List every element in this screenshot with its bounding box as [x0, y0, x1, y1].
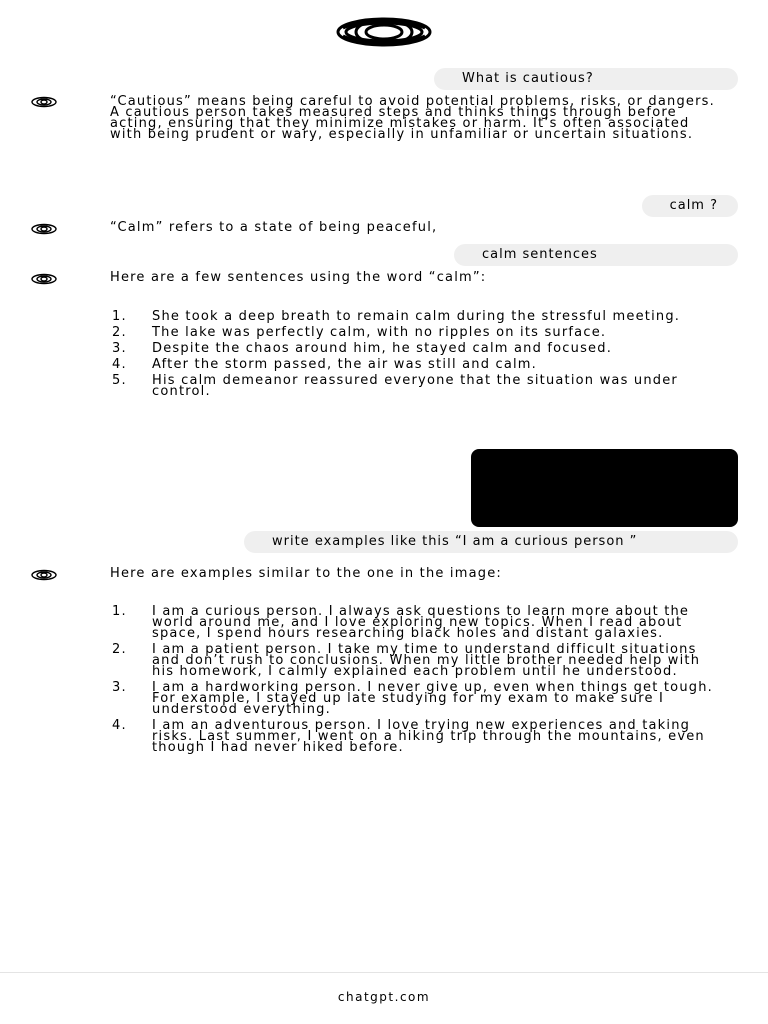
footer-domain[interactable]: chatgpt.com	[337, 990, 431, 1004]
openai-logo-icon	[30, 96, 58, 108]
user-message-text: calm sentences	[482, 247, 598, 262]
list-item: 1. I am a curious person. I always ask questions to learn more about the world around me, and I love exploring new topics. When I read about space, I spend hours researching black holes and distant galaxies.	[112, 604, 690, 641]
assistant-numbered-list	[110, 311, 720, 402]
list-item: 4. I am an adventurous person. I love trying new experiences and taking risks. Last summer, I went on a hiking trip through the mountains, even though I had never hiked before.	[112, 718, 705, 755]
user-message-bubble	[454, 244, 738, 266]
footer-divider	[0, 972, 768, 973]
list-item: 3. Despite the chaos around him, he stayed calm and focused.	[112, 341, 613, 356]
user-message-text: What is cautious?	[462, 71, 594, 86]
list-item: 5. His calm demeanor reassured everyone that the situation was under control.	[112, 373, 678, 399]
redacted-image	[471, 449, 738, 527]
user-message-bubble	[434, 68, 738, 90]
user-message-bubble	[244, 531, 738, 553]
openai-logo-icon	[333, 14, 435, 50]
list-item: 2. The lake was perfectly calm, with no ripples on its surface.	[112, 325, 607, 340]
list-item: 3. I am a hardworking person. I never give up, even when things get tough. For example, I stayed up late studying for my exam to make sure I understood everything.	[112, 680, 713, 717]
assistant-numbered-list	[110, 606, 720, 758]
openai-logo-icon	[30, 273, 58, 285]
list-item: 1. She took a deep breath to remain calm during the stressful meeting.	[112, 309, 681, 324]
assistant-message-text: “Cautious” means being careful to avoid potential problems, risks, or dangers. A cautious person takes measured steps and thinks things through before acting, ensuring that they minimize mistakes or harm. It’s often associated with being prudent or wary, especially in unfamiliar or uncertain situations.	[110, 94, 715, 142]
assistant-message-text: “Calm” refers to a state of being peaceful,	[110, 220, 438, 235]
user-message-text: calm ?	[669, 198, 718, 213]
list-item: 2. I am a patient person. I take my time to understand difficult situations and don’t rush to conclusions. When my little brother needed help with his homework, I calmly explained each problem until he understood.	[112, 642, 701, 679]
list-item: 4. After the storm passed, the air was still and calm.	[112, 357, 538, 372]
user-message-bubble	[642, 195, 738, 217]
openai-logo-icon	[30, 223, 58, 235]
assistant-message-text: Here are a few sentences using the word “calm”:	[110, 270, 487, 285]
openai-logo-icon	[30, 569, 58, 581]
assistant-message-text: Here are examples similar to the one in the image:	[110, 566, 502, 581]
user-message-text: write examples like this “I am a curious person ”	[272, 534, 638, 549]
